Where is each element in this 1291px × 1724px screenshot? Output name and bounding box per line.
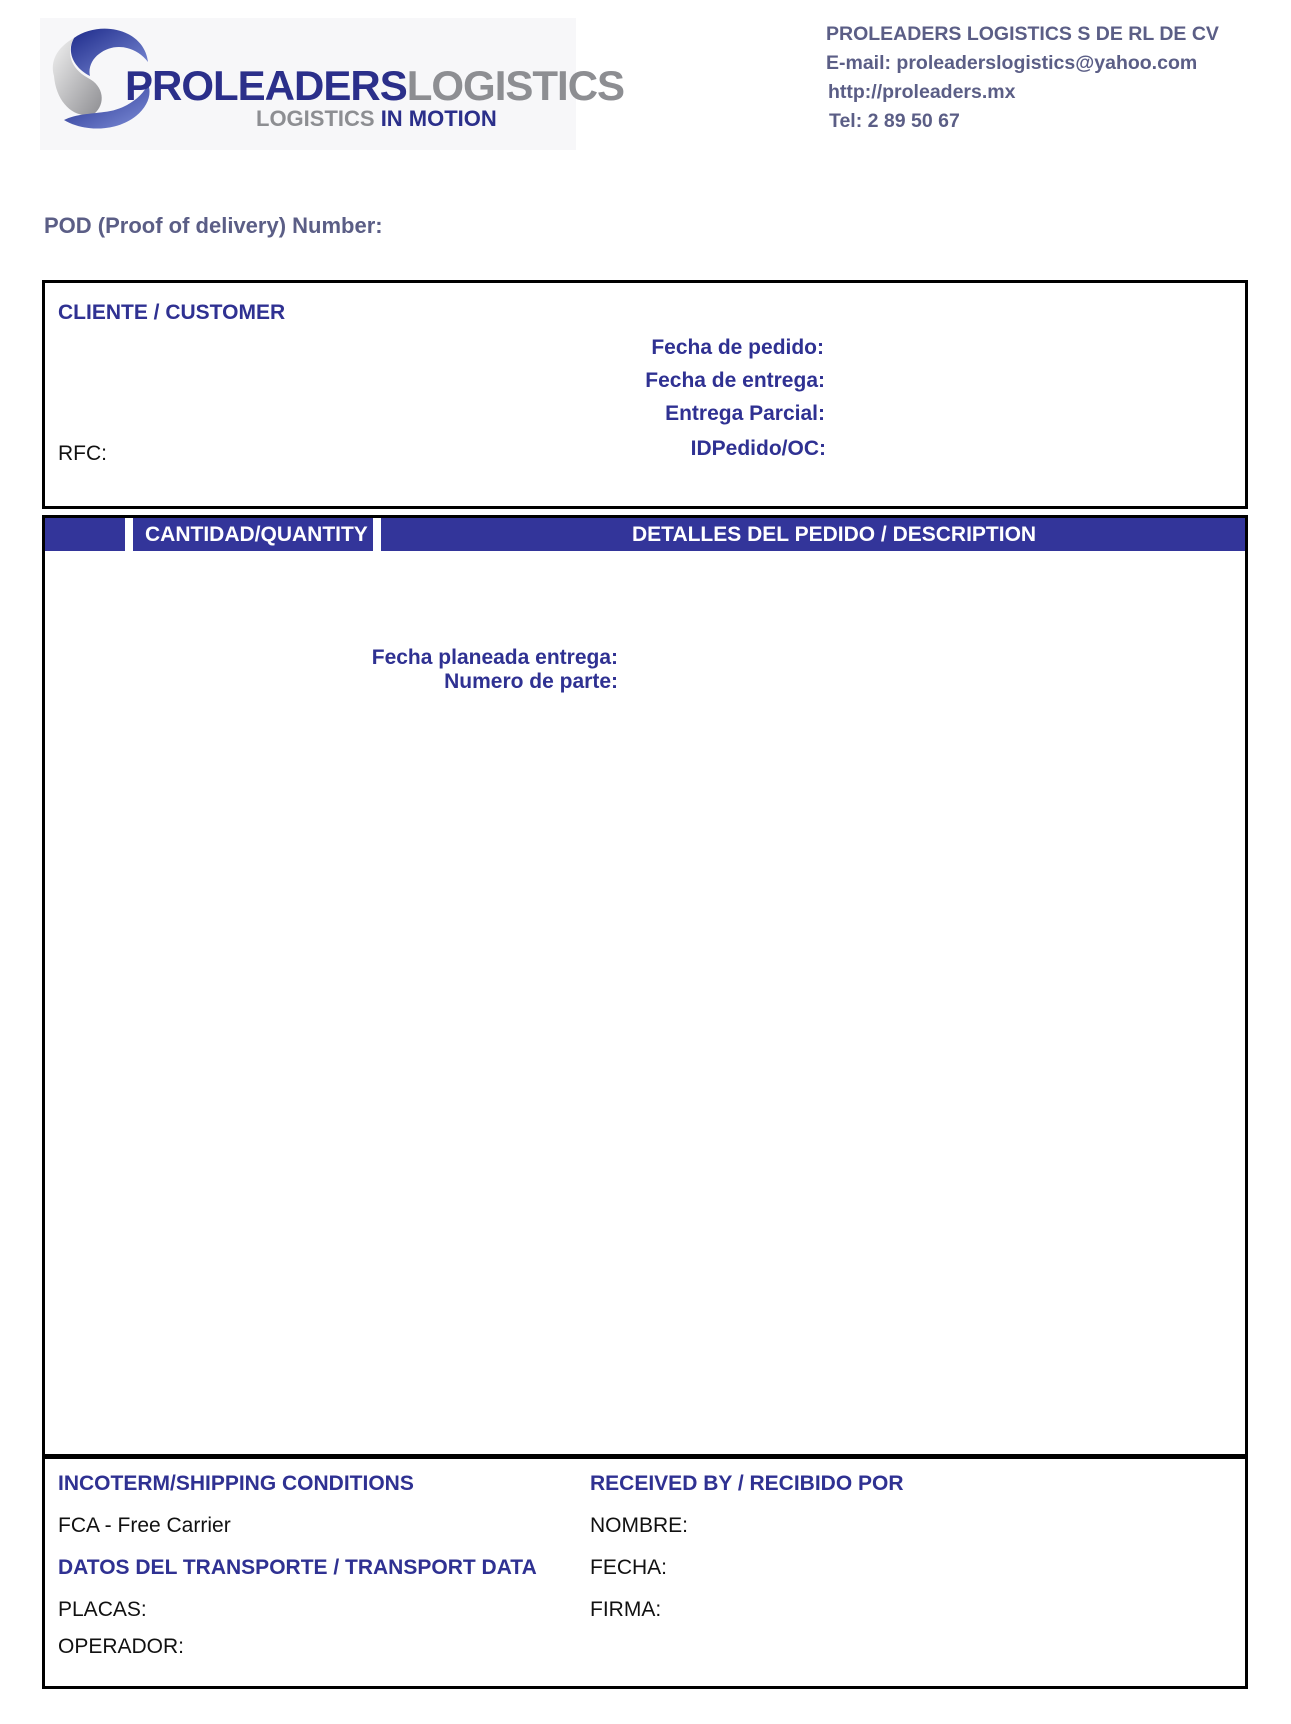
planned-delivery-label: Fecha planeada entrega: (371, 646, 618, 669)
company-phone: Tel: 2 89 50 67 (829, 110, 960, 132)
incoterm-value: FCA - Free Carrier (58, 1514, 231, 1537)
signature-label: FIRMA: (590, 1598, 662, 1621)
plates-label: PLACAS: (58, 1598, 147, 1621)
order-id-label: IDPedido/OC: (690, 437, 826, 460)
delivery-date-label: Fecha de entrega: (645, 369, 825, 392)
logo-tagline: LOGISTICS IN MOTION (256, 106, 497, 131)
rfc-label: RFC: (58, 442, 107, 465)
order-details-section (42, 515, 1248, 1457)
incoterm-title: INCOTERM/SHIPPING CONDITIONS (58, 1472, 414, 1495)
transport-title: DATOS DEL TRANSPORTE / TRANSPORT DATA (58, 1556, 537, 1579)
company-name: PROLEADERS LOGISTICS S DE RL DE CV (826, 23, 1219, 45)
received-date-label: FECHA: (590, 1556, 668, 1579)
operator-label: OPERADOR: (58, 1635, 185, 1658)
order-date-label: Fecha de pedido: (651, 336, 824, 359)
company-email: E-mail: proleaderslogistics@yahoo.com (826, 52, 1198, 74)
receiver-name-label: NOMBRE: (590, 1514, 689, 1537)
pod-number-label: POD (Proof of delivery) Number: (44, 213, 383, 238)
description-column-header: DETALLES DEL PEDIDO / DESCRIPTION (632, 523, 1037, 546)
header-divider (373, 518, 381, 551)
company-website: http://proleaders.mx (828, 81, 1016, 103)
partial-delivery-label: Entrega Parcial: (665, 402, 825, 425)
logo-wordmark: PROLEADERSLOGISTICS (125, 62, 625, 109)
company-info (826, 20, 1219, 136)
header-divider (125, 518, 133, 551)
quantity-column-header: CANTIDAD/QUANTITY (145, 523, 368, 546)
part-number-label: Numero de parte: (444, 670, 618, 693)
received-title: RECEIVED BY / RECIBIDO POR (590, 1472, 904, 1495)
customer-title: CLIENTE / CUSTOMER (58, 301, 286, 324)
